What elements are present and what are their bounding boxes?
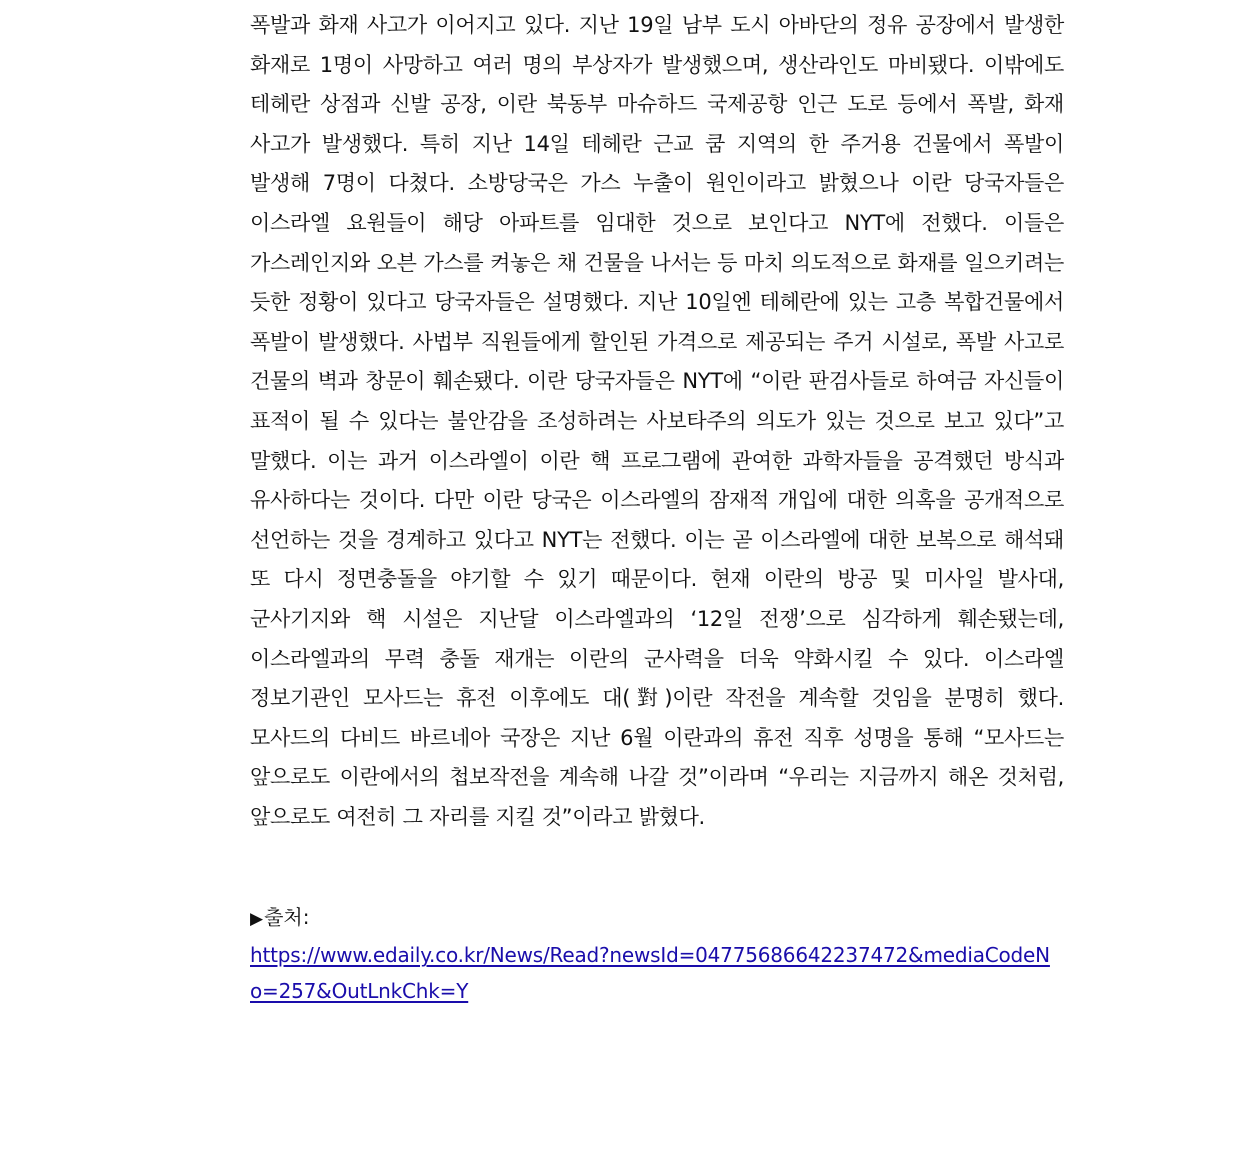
play-arrow-icon: ▶ — [250, 909, 264, 930]
source-link[interactable]: https://www.edaily.co.kr/News/Read?newsId=04775686642237472&mediaCodeNo=257&OutLnkChk=Y — [250, 943, 1050, 1004]
source-block — [250, 899, 1064, 1009]
source-label-text: 출처: — [264, 905, 310, 930]
article — [250, 6, 1064, 1009]
article-body: 폭발과 화재 사고가 이어지고 있다. 지난 19일 남부 도시 아바단의 정유 공장에서 발생한 화재로 1명이 사망하고 여러 명의 부상자가 발생했으며, 생산라인도 마비됐다. 이밖에도 테헤란 상점과 신발 공장, 이란 북동부 마슈하드 국제공항 인근 도로 등에서 폭발, 화재 사고가 발생했다. 특히 지난 14일 테헤란 근교 쿰 지역의 한 주거용 건물에서 폭발이 발생해 7명이 다쳤다. 소방당국은 가스 누출이 원인이라고 밝혔으나 이란 당국자들은 이스라엘 요원들이 해당 아파트를 임대한 것으로 보인다고 NYT에 전했다. 이들은 가스레인지와 오븐 가스를 켜놓은 채 건물을 나서는 등 마치 의도적으로 화재를 일으키려는 듯한 정황이 있다고 당국자들은 설명했다. 지난 10일엔 테헤란에 있는 고층 복합건물에서 폭발이 발생했다. 사법부 직원들에게 할인된 가격으로 제공되는 주거 시설로, 폭발 사고로 건물의 벽과 창문이 훼손됐다. 이란 당국자들은 NYT에 “이란 판검사들로 하여금 자신들이 표적이 될 수 있다는 불안감을 조성하려는 사보타주의 의도가 있는 것으로 보고 있다”고 말했다. 이는 과거 이스라엘이 이란 핵 프로그램에 관여한 과학자들을 공격했던 방식과 유사하다는 것이다. 다만 이란 당국은 이스라엘의 잠재적 개입에 대한 의혹을 공개적으로 선언하는 것을 경계하고 있다고 NYT는 전했다. 이는 곧 이스라엘에 대한 보복으로 해석돼 또 다시 정면충돌을 야기할 수 있기 때문이다. 현재 이란의 방공 및 미사일 발사대, 군사기지와 핵 시설은 지난달 이스라엘과의 ‘12일 전쟁’으로 심각하게 훼손됐는데, 이스라엘과의 무력 충돌 재개는 이란의 군사력을 더욱 약화시킬 수 있다. 이스라엘 정보기관인 모사드는 휴전 이후에도 대(對)이란 작전을 계속할 것임을 분명히 했다. 모사드의 다비드 바르네아 국장은 지난 6월 이란과의 휴전 직후 성명을 통해 “모사드는 앞으로도 이란에서의 첩보작전을 계속해 나갈 것”이라며 “우리는 지금까지 해온 것처럼, 앞으로도 여전히 그 자리를 지킬 것”이라고 밝혔다. — [250, 13, 1064, 829]
source-label — [250, 899, 1064, 937]
